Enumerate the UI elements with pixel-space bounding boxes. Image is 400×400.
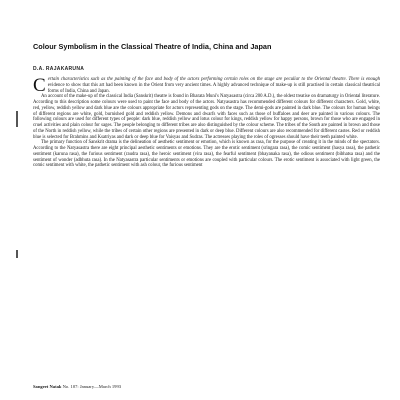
margin-mark-bottom xyxy=(16,250,18,258)
paragraph-3: The primary function of Sanskrit drama is the delineation of aesthetic sentiment or emotion, which is known as rasa, for the purpose of creating it in the minds of the spectators. According to the Natyasastra there are eight principal aesthetic sentiments or emotions. They are the erotic sentiment (sringara rasa), the comic sentiment (hasya rasa), the pathetic sentiment (karuna rasa), the furious sentiment (raudra rasa), the heroic sentiment (vira rasa), the fearful sentiment (bhayanaka rasa), the odious sentiment (bibhatsa rasa) and the sentiment of wonder (adbhuta rasa). In the Natyasastra particular sentiments or emotions are coupled with particular colours. The erotic sentiment is associated with light green, the comic sentiment with white, the pathetic sentiment with ash colour, the furious sentiment xyxy=(33,140,380,169)
page-footer xyxy=(33,384,121,389)
article-title: Colour Symbolism in the Classical Theatre of India, China and Japan xyxy=(33,42,272,51)
journal-name: Sangeet Natak xyxy=(33,384,62,389)
paragraph-2: An account of the make-up of the classical India (Sanskrit) theatre is found in Bharata Muni's Natyasastra (circa 200 A.D.), the oldest treatise on dramaturgy in Oriental literature. According to this description some colours were used to paint the face and body of the actors. Natyasastra has recommended different colours for different characters. Gold, white, red, yellow, reddish yellow and dark blue are the colours appropriate for actors representing gods on the stage. The demi-gods are painted in dark blue. The colours for human beings of different regions are white, gold, burnished gold and reddish yellow. Demons and dwarfs with faces such as those of buffaloes and deer are painted in various colours. The following colours are used for different types of people: dark blue, reddish yellow and lotus colour for kings, reddish yellow for happy persons, brown for those who are engaged in cruel activities and plain colour for sages. The people belonging to different tribes are also distinguished by the colour scheme. The tribes of the South are painted in brown and those of the North in reddish yellow, while the tribes of certain other regions are presented in dark or deep blue. Different colours are also recommended for different castes. Red or reddish blue is selected for Brahmins and Ksatriyas and dark or deep blue for Vaisyas and Sudras. The actresses playing the roles of ogresses should have their teeth painted white. xyxy=(33,94,380,140)
paragraph-1 xyxy=(33,77,380,94)
margin-mark-top xyxy=(16,111,18,127)
drop-cap: C xyxy=(33,75,46,96)
article-body xyxy=(33,77,380,169)
paragraph-1-text: ertain characteristics such as the painting of the face and body of the actors performing certain roles on the stage are peculiar to the Oriental theatre. There is enough evidence to show that this art had been known in the Orient from very ancient times. A highly advanced technique of make-up is still practised in certain classical theatrical forms of India, China and Japan. xyxy=(47,77,380,94)
article-author: D.A. RAJAKARUNA xyxy=(33,66,85,72)
journal-issue: No. 107: January—March 1993 xyxy=(61,384,122,389)
